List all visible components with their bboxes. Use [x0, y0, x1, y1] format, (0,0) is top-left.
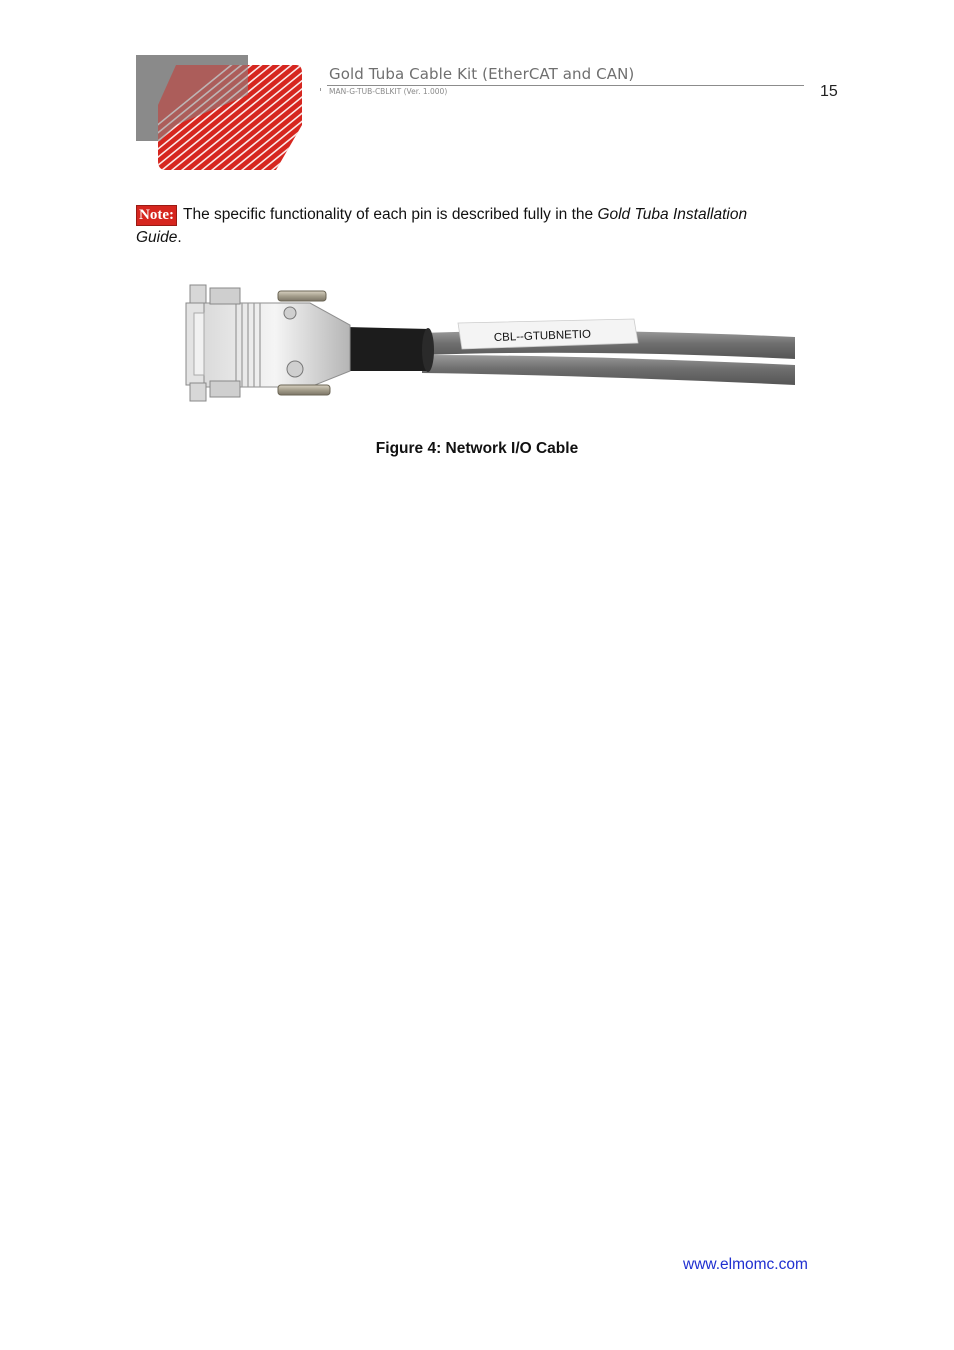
network-io-cable-image — [160, 255, 795, 430]
figure-caption: Figure 4: Network I/O Cable — [375, 440, 579, 457]
note-paragraph — [136, 203, 796, 249]
document-code: MAN-G-TUB-CBLKIT (Ver. 1.000) — [329, 87, 448, 96]
header-tick-mark — [320, 88, 321, 91]
header-divider — [327, 85, 804, 86]
website-link[interactable]: www.elmomc.com — [683, 1256, 808, 1273]
note-text: The specific functionality of each pin is described fully in the — [178, 206, 598, 223]
note-badge: Note: — [136, 205, 177, 226]
document-title: Gold Tuba Cable Kit (EtherCAT and CAN) — [329, 65, 635, 83]
elmo-logo — [136, 55, 306, 170]
guide-title: Gold Tuba Installation Guide — [136, 206, 748, 246]
page-number: 15 — [820, 83, 838, 100]
cable-label-text: CBL--GTUBNETIO — [493, 328, 592, 344]
note-end: . — [177, 229, 182, 246]
